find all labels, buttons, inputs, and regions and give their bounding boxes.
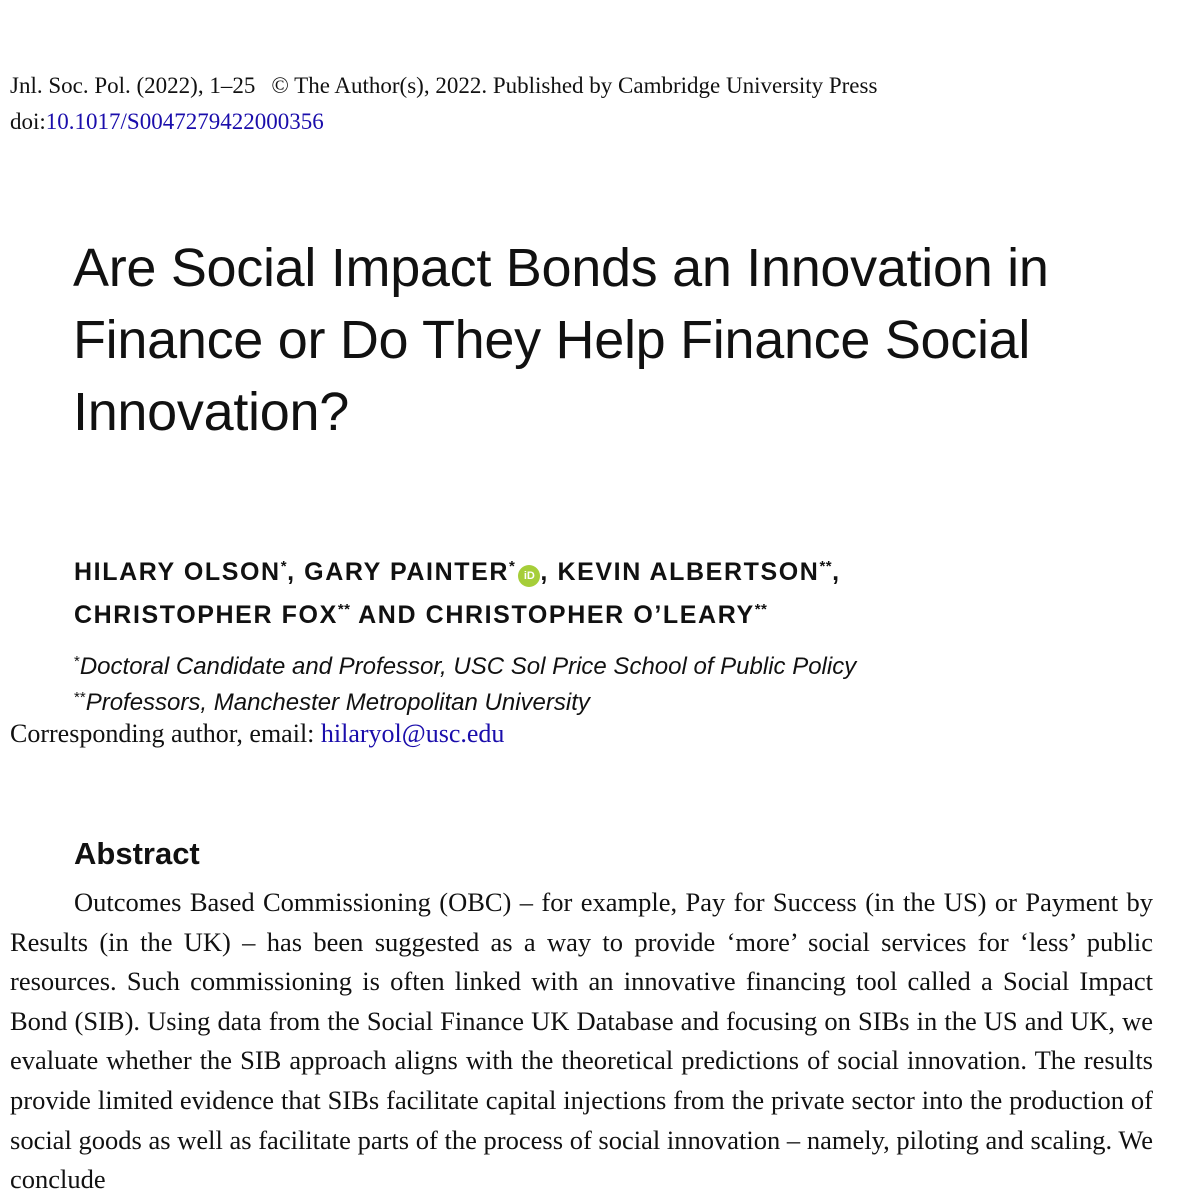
affiliation-mark: ** bbox=[74, 689, 86, 706]
author-line-2 bbox=[74, 591, 1154, 634]
author-affil-mark: * bbox=[280, 558, 288, 575]
journal-citation: Jnl. Soc. Pol. (2022), 1–25 bbox=[10, 73, 256, 98]
author-name: GARY PAINTER bbox=[304, 558, 510, 586]
author-separator: , bbox=[832, 558, 841, 586]
article-title: Are Social Impact Bonds an Innovation in Finance or Do They Help Finance Social Innovation? bbox=[73, 238, 1049, 442]
affiliation-text: Professors, Manchester Metropolitan University bbox=[85, 689, 590, 716]
corresponding-author bbox=[10, 716, 504, 752]
author-name: HILARY OLSON bbox=[74, 558, 281, 586]
author-conjunction: AND bbox=[358, 601, 418, 629]
header-line-2 bbox=[10, 104, 1180, 140]
corresponding-label: Corresponding author, email: bbox=[10, 719, 315, 748]
orcid-icon[interactable]: iD bbox=[518, 565, 540, 587]
author-separator: , bbox=[287, 558, 296, 586]
author-affil-mark: ** bbox=[337, 601, 351, 618]
doi-link[interactable]: 10.1017/S0047279422000356 bbox=[45, 109, 324, 134]
author-line-1 bbox=[74, 548, 1154, 591]
affiliation-mmu bbox=[74, 681, 590, 720]
affiliation-mark: * bbox=[74, 653, 80, 670]
affiliation-usc bbox=[74, 645, 856, 684]
journal-header bbox=[10, 68, 1180, 140]
abstract-heading: Abstract bbox=[74, 836, 200, 871]
author-name: CHRISTOPHER O’LEARY bbox=[425, 601, 755, 629]
email-link[interactable]: hilaryol@usc.edu bbox=[320, 719, 505, 748]
author-affil-mark: ** bbox=[754, 601, 768, 618]
author-name: CHRISTOPHER FOX bbox=[74, 601, 338, 629]
copyright-notice: © The Author(s), 2022. Published by Cambridge University Press bbox=[271, 73, 878, 98]
author-affil-mark: ** bbox=[819, 558, 833, 575]
doi-prefix: doi: bbox=[10, 109, 46, 134]
author-affil-mark: * bbox=[509, 558, 516, 575]
author-separator: , bbox=[540, 558, 549, 586]
affiliation-text: Doctoral Candidate and Professor, USC Sol Price School of Public Policy bbox=[79, 653, 857, 680]
header-line-1 bbox=[10, 68, 1180, 104]
author-name: KEVIN ALBERTSON bbox=[557, 558, 820, 586]
author-list bbox=[74, 548, 1154, 634]
abstract-text: Outcomes Based Commissioning (OBC) – for example, Pay for Success (in the US) or Payment by Results (in the UK) – has been suggested as a way to provide ‘more’ social services for ‘less’ public resources. Such commissioning is often linked with an innovative financing tool called a Social Impact Bond (SIB). Using data from the Social Finance UK Database and focusing on SIBs in the US and UK, we evaluate whether the SIB approach aligns with the theoretical predictions of social innovation. The results provide limited evidence that SIBs facilitate capital injections from the private sector into the production of social goods as well as facilitate parts of the process of social innovation – namely, piloting and scaling. We conclude bbox=[10, 887, 1153, 1195]
